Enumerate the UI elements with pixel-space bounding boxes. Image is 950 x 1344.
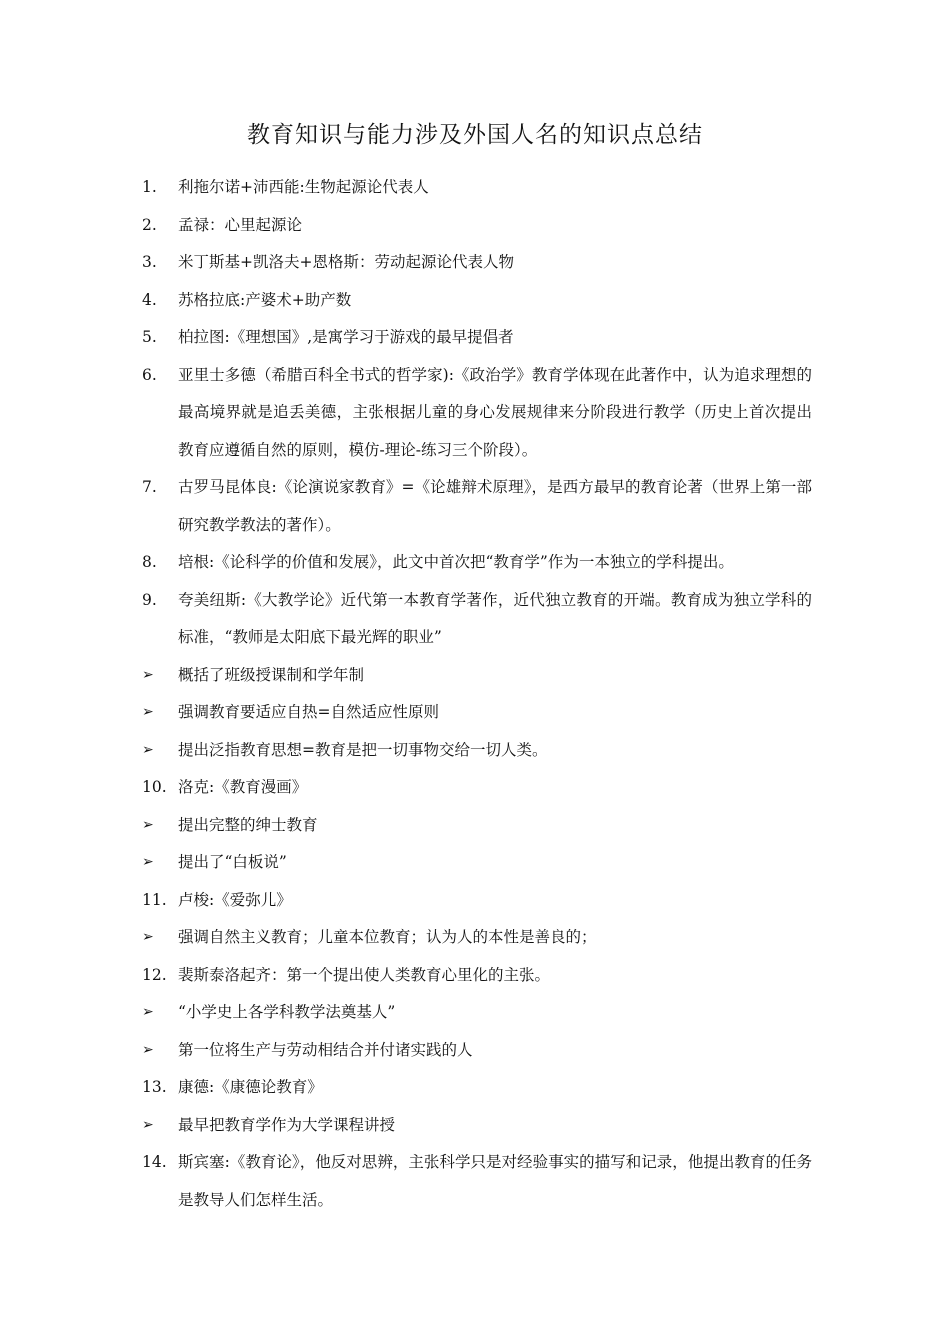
item-text: 利拖尔诺+沛西能:生物起源论代表人 xyxy=(178,178,429,196)
bullet-item xyxy=(142,994,812,1032)
item-text: 米丁斯基+凯洛夫+恩格斯：劳动起源论代表人物 xyxy=(178,253,514,271)
item-text: 孟禄：心里起源论 xyxy=(178,215,303,234)
item-text: “小学史上各学科教学法奠基人” xyxy=(178,1003,396,1021)
item-number: 1. xyxy=(142,178,157,196)
item-text: 苏格拉底:产婆术+助产数 xyxy=(178,290,352,309)
numbered-item xyxy=(142,244,812,282)
item-text: 柏拉图:《理想国》,是寓学习于游戏的最早提倡者 xyxy=(178,328,514,346)
item-text: 提出了“白板说” xyxy=(178,853,287,871)
item-text: 卢梭:《爱弥儿》 xyxy=(178,890,292,909)
item-number: 12. xyxy=(142,965,167,984)
item-number: 4. xyxy=(142,290,157,309)
item-number: 3. xyxy=(142,253,157,271)
numbered-item xyxy=(142,1069,812,1107)
item-number: 6. xyxy=(142,365,157,384)
numbered-item xyxy=(142,1144,812,1219)
item-number: 9. xyxy=(142,590,157,609)
item-text: 第一位将生产与劳动相结合并付诸实践的人 xyxy=(178,1040,473,1059)
arrow-bullet-icon: ➢ xyxy=(142,816,154,833)
item-text: 提出泛指教育思想=教育是把一切事物交给一切人类。 xyxy=(178,740,548,759)
bullet-item xyxy=(142,1107,812,1145)
bullet-item xyxy=(142,657,812,695)
arrow-bullet-icon: ➢ xyxy=(142,854,154,870)
arrow-bullet-icon: ➢ xyxy=(142,666,154,683)
item-text: 概括了班级授课制和学年制 xyxy=(178,665,365,684)
numbered-item xyxy=(142,544,812,582)
item-text: 斯宾塞:《教育论》，他反对思辨，主张科学只是对经验事实的描写和记录，他提出教育的任务是教导人们怎样生活。 xyxy=(178,1153,812,1209)
numbered-item xyxy=(142,319,812,357)
item-number: 11. xyxy=(142,890,167,909)
numbered-item xyxy=(142,882,812,920)
knowledge-point-list xyxy=(142,169,812,1219)
item-text: 亚里士多德（希腊百科全书式的哲学家):《政治学》教育学体现在此著作中，认为追求理想的最高境界就是追丢美德，主张根据儿童的身心发展规律来分阶段进行教学（历史上首次提出教育应遵循自然的原则，模仿-理论-练习三个阶段）。 xyxy=(178,365,812,459)
arrow-bullet-icon: ➢ xyxy=(142,1004,154,1020)
numbered-item xyxy=(142,582,812,657)
bullet-item xyxy=(142,844,812,882)
numbered-item xyxy=(142,282,812,320)
numbered-item xyxy=(142,769,812,807)
item-text: 培根:《论科学的价值和发展》，此文中首次把“教育学”作为一本独立的学科提出。 xyxy=(178,553,734,571)
bullet-item xyxy=(142,807,812,845)
item-number: 13. xyxy=(142,1078,167,1096)
arrow-bullet-icon: ➢ xyxy=(142,1116,154,1133)
arrow-bullet-icon: ➢ xyxy=(142,741,154,758)
item-text: 康德:《康德论教育》 xyxy=(178,1078,323,1096)
arrow-bullet-icon: ➢ xyxy=(142,1041,154,1058)
document-title: 教育知识与能力涉及外国人名的知识点总结 xyxy=(247,122,703,148)
numbered-item xyxy=(142,207,812,245)
item-text: 最早把教育学作为大学课程讲授 xyxy=(178,1115,396,1134)
bullet-item xyxy=(142,919,812,957)
item-number: 7. xyxy=(142,478,157,496)
numbered-item xyxy=(142,957,812,995)
item-text: 洛克:《教育漫画》 xyxy=(178,778,308,796)
arrow-bullet-icon: ➢ xyxy=(142,704,154,720)
item-text: 古罗马昆体良:《论演说家教育》=《论雄辩术原理》，是西方最早的教育论著（世界上第一部研究教学教法的著作）。 xyxy=(178,478,812,534)
bullet-item xyxy=(142,732,812,770)
bullet-item xyxy=(142,694,812,732)
item-number: 14. xyxy=(142,1153,167,1171)
item-text: 裴斯泰洛起齐：第一个提出使人类教育心里化的主张。 xyxy=(178,965,551,984)
arrow-bullet-icon: ➢ xyxy=(142,929,154,945)
item-text: 提出完整的绅士教育 xyxy=(178,815,318,834)
item-number: 10. xyxy=(142,778,167,796)
item-number: 8. xyxy=(142,553,157,571)
numbered-item xyxy=(142,357,812,470)
item-text: 强调教育要适应自热=自然适应性原则 xyxy=(178,703,439,721)
numbered-item xyxy=(142,169,812,207)
item-number: 5. xyxy=(142,328,157,346)
bullet-item xyxy=(142,1032,812,1070)
item-text: 夸美纽斯:《大教学论》近代第一本教育学著作，近代独立教育的开端。教育成为独立学科的标准，“教师是太阳底下最光辉的职业” xyxy=(178,590,812,646)
item-text: 强调自然主义教育；儿童本位教育；认为人的本性是善良的； xyxy=(178,928,597,946)
item-number: 2. xyxy=(142,215,157,234)
numbered-item xyxy=(142,469,812,544)
